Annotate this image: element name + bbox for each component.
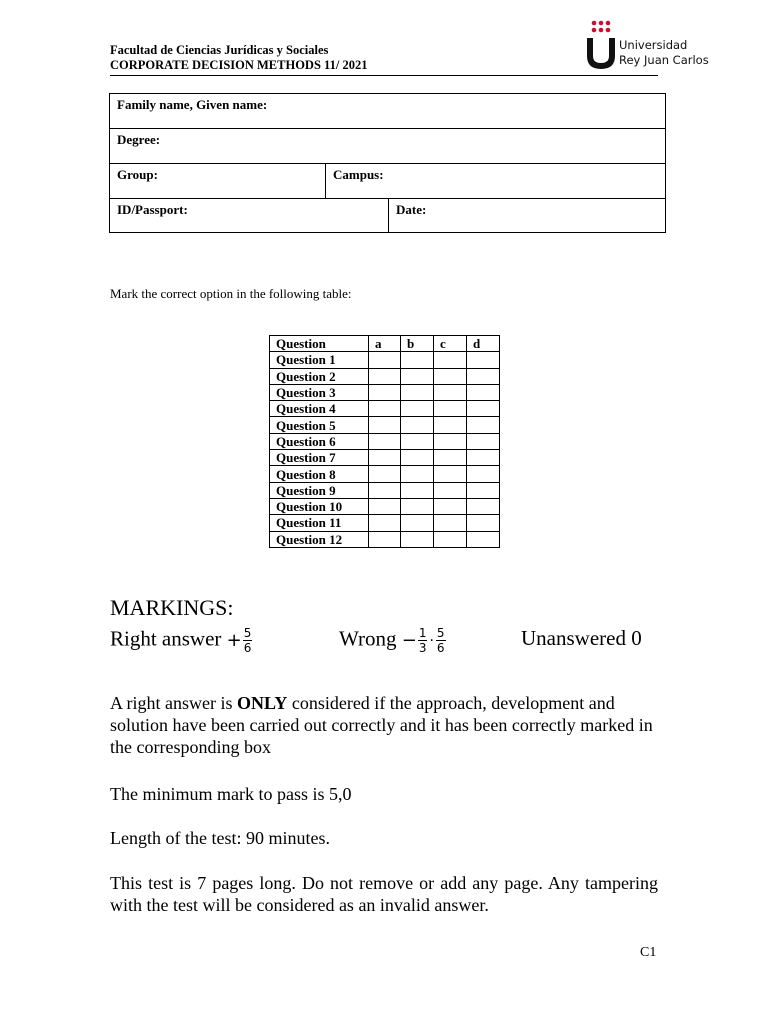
answer-box-b[interactable] [401, 466, 434, 482]
question-label: Question 7 [270, 450, 369, 466]
wrong-numerator-2: 5 [436, 626, 445, 640]
right-denominator: 6 [243, 641, 252, 655]
multiply-dot: · [429, 632, 434, 649]
table-row [270, 450, 500, 466]
degree-field[interactable] [110, 129, 160, 164]
test-pages-text: This test is 7 pages long. Do not remove or add any page. Any tampering with the test will be considered as an invalid answer. [110, 873, 658, 915]
id-passport-label: ID/Passport: [117, 202, 188, 217]
answer-box-b[interactable] [401, 384, 434, 400]
campus-label: Campus: [333, 167, 384, 182]
wrong-label: Wrong [339, 626, 397, 651]
group-label: Group: [117, 167, 158, 182]
wrong-numerator-1: 1 [418, 626, 427, 640]
answer-box-a[interactable] [369, 498, 401, 514]
question-label: Question 2 [270, 368, 369, 384]
page-code: C1 [640, 945, 657, 960]
question-label: Question 1 [270, 352, 369, 368]
answer-box-d[interactable] [467, 515, 500, 531]
answer-box-b[interactable] [401, 531, 434, 547]
name-label: Family name, Given name: [117, 97, 268, 112]
table-row [270, 531, 500, 547]
answer-box-d[interactable] [467, 401, 500, 417]
answer-box-b[interactable] [401, 368, 434, 384]
markings-line [110, 618, 670, 662]
header-question: Question [270, 336, 369, 352]
answer-box-d[interactable] [467, 450, 500, 466]
only-emphasis: ONLY [236, 693, 288, 713]
header-option-a: a [369, 336, 401, 352]
table-row [270, 498, 500, 514]
answer-box-d[interactable] [467, 466, 500, 482]
header-option-d: d [467, 336, 500, 352]
answer-box-b[interactable] [401, 352, 434, 368]
answer-box-c[interactable] [434, 515, 467, 531]
wrong-denominator-1: 3 [418, 641, 427, 655]
answer-box-a[interactable] [369, 531, 401, 547]
degree-label: Degree: [117, 132, 161, 147]
header-rule [110, 75, 658, 76]
question-label: Question 6 [270, 433, 369, 449]
table-row [270, 352, 500, 368]
answer-box-c[interactable] [434, 384, 467, 400]
markings-heading: MARKINGS: [110, 595, 234, 620]
wrong-fraction-1 [418, 626, 428, 655]
right-fraction [243, 626, 253, 655]
university-line2: Rey Juan Carlos [619, 53, 709, 67]
question-label: Question 8 [270, 466, 369, 482]
question-label: Question 10 [270, 498, 369, 514]
id-passport-field[interactable] [110, 199, 388, 234]
right-answer-text-1: A right answer is [110, 693, 237, 713]
answer-box-a[interactable] [369, 515, 401, 531]
name-field[interactable] [110, 94, 267, 129]
wrong-answer-marking [339, 626, 447, 655]
answer-box-d[interactable] [467, 498, 500, 514]
answer-box-b[interactable] [401, 482, 434, 498]
answer-box-a[interactable] [369, 417, 401, 433]
minimum-mark-text: The minimum mark to pass is 5,0 [110, 784, 352, 804]
answer-box-a[interactable] [369, 384, 401, 400]
answer-box-c[interactable] [434, 498, 467, 514]
table-row [270, 401, 500, 417]
answer-box-c[interactable] [434, 368, 467, 384]
answer-box-b[interactable] [401, 401, 434, 417]
answer-box-a[interactable] [369, 352, 401, 368]
faculty-name: Facultad de Ciencias Jurídicas y Sociales [110, 43, 329, 57]
answer-box-a[interactable] [369, 482, 401, 498]
answer-box-b[interactable] [401, 498, 434, 514]
student-info-form [109, 93, 666, 233]
right-answer-marking [110, 626, 253, 655]
answer-box-c[interactable] [434, 433, 467, 449]
right-answer-rule [110, 692, 658, 758]
answer-box-a[interactable] [369, 466, 401, 482]
answer-box-c[interactable] [434, 417, 467, 433]
group-field[interactable] [110, 164, 325, 199]
answer-box-d[interactable] [467, 384, 500, 400]
answer-box-b[interactable] [401, 450, 434, 466]
wrong-fraction-2 [436, 626, 446, 655]
answer-table [269, 335, 500, 548]
answer-box-c[interactable] [434, 482, 467, 498]
answer-box-b[interactable] [401, 433, 434, 449]
answer-box-d[interactable] [467, 531, 500, 547]
question-label: Question 3 [270, 384, 369, 400]
table-row [270, 368, 500, 384]
test-length-text: Length of the test: 90 minutes. [110, 828, 330, 848]
unanswered-marking [521, 626, 642, 651]
answer-box-c[interactable] [434, 450, 467, 466]
answer-box-a[interactable] [369, 368, 401, 384]
unanswered-value: 0 [631, 626, 642, 650]
minus-sign: − [401, 630, 417, 651]
header-option-c: c [434, 336, 467, 352]
question-label: Question 9 [270, 482, 369, 498]
table-row [270, 466, 500, 482]
header-option-b: b [401, 336, 434, 352]
unanswered-label: Unanswered [521, 626, 626, 650]
answer-box-d[interactable] [467, 417, 500, 433]
answer-box-b[interactable] [401, 515, 434, 531]
table-row [270, 417, 500, 433]
date-label: Date: [396, 202, 427, 217]
answer-box-c[interactable] [434, 466, 467, 482]
right-numerator: 5 [243, 626, 252, 640]
question-label: Question 11 [270, 515, 369, 531]
course-title: CORPORATE DECISION METHODS 11/ 2021 [110, 58, 368, 72]
answer-box-a[interactable] [369, 433, 401, 449]
table-row [270, 433, 500, 449]
date-field[interactable] [389, 199, 426, 234]
answer-box-d[interactable] [467, 352, 500, 368]
plus-sign: + [226, 630, 242, 651]
instruction-text: Mark the correct option in the following table: [110, 286, 352, 301]
answer-box-a[interactable] [369, 450, 401, 466]
answer-box-b[interactable] [401, 417, 434, 433]
right-answer-text-2: considered if the approach, development and solution have been carried out correctly and it has been correctly marked in the corresponding box [110, 693, 653, 757]
answer-box-d[interactable] [467, 482, 500, 498]
question-label: Question 12 [270, 531, 369, 547]
right-answer-label: Right answer [110, 626, 222, 651]
table-row [270, 515, 500, 531]
campus-field[interactable] [326, 164, 384, 199]
wrong-denominator-2: 6 [436, 641, 445, 655]
answer-table-header [270, 336, 500, 352]
answer-box-d[interactable] [467, 433, 500, 449]
table-row [270, 384, 500, 400]
table-row [270, 482, 500, 498]
answer-box-c[interactable] [434, 352, 467, 368]
answer-box-c[interactable] [434, 401, 467, 417]
answer-box-d[interactable] [467, 368, 500, 384]
university-name [619, 38, 709, 68]
answer-box-a[interactable] [369, 401, 401, 417]
header-left [110, 43, 367, 73]
question-label: Question 5 [270, 417, 369, 433]
answer-box-c[interactable] [434, 531, 467, 547]
question-label: Question 4 [270, 401, 369, 417]
university-line1: Universidad [619, 38, 688, 52]
